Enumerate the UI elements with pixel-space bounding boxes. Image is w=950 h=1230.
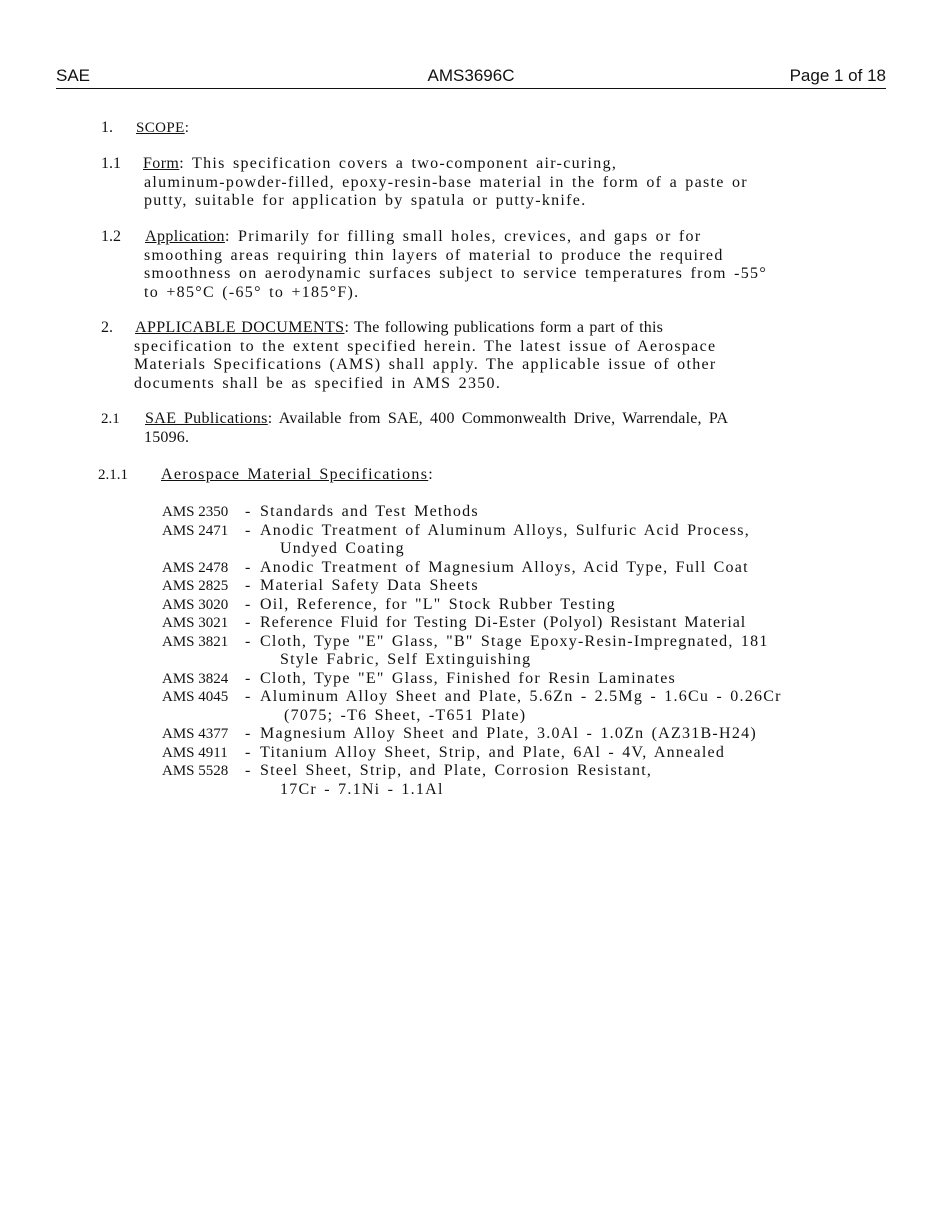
spec-code: AMS 3020 [162, 596, 229, 613]
spec-code: AMS 4377 [162, 726, 229, 742]
section-title: Form [143, 155, 180, 172]
section-2-1-1 [0, 466, 900, 486]
list-item [162, 596, 882, 615]
section-title: Application [145, 228, 225, 245]
section-1 [0, 119, 900, 139]
section-title: APPLICABLE DOCUMENTS [135, 319, 345, 336]
paragraph-line: SAE Publications: Available from SAE, 400 Commonwealth Drive, Warrendale, PA [145, 410, 729, 427]
spec-title-continuation: 17Cr - 7.1Ni - 1.1Al [280, 780, 444, 798]
list-item [162, 633, 882, 670]
section-number: 1.2 [101, 228, 121, 245]
section-number: 1. [101, 119, 113, 136]
spec-title: Titanium Alloy Sheet, Strip, and Plate, 6Al - 4V, Annealed [260, 743, 726, 761]
spec-title: Aluminum Alloy Sheet and Plate, 5.6Zn - 2.5Mg - 1.6Cu - 0.26Cr (7075; -T6 Sheet, -T651 Plate) [260, 688, 882, 725]
section-1-1 [0, 155, 900, 213]
spec-code: AMS 4911 [162, 744, 228, 761]
page-header [56, 66, 886, 89]
section-2 [0, 319, 900, 395]
section-number: 2.1.1 [98, 467, 128, 483]
spec-code: AMS 2478 [162, 559, 229, 576]
section-title: SCOPE [136, 120, 185, 136]
list-item [162, 762, 882, 799]
spec-title-continuation: Style Fabric, Self Extinguishing [280, 651, 532, 668]
spec-title-continuation: Undyed Coating [280, 540, 405, 557]
list-item [162, 503, 882, 522]
section-heading: Aerospace Material Specifications: [161, 466, 435, 483]
spec-title: Oil, Reference, for "L" Stock Rubber Testing [260, 595, 616, 613]
spec-code: AMS 3824 [162, 670, 229, 687]
spec-title: Standards and Test Methods [260, 503, 479, 520]
list-item [162, 725, 882, 744]
list-item [162, 577, 882, 596]
spec-dash: - [245, 558, 251, 576]
spec-dash: - [245, 503, 251, 520]
specification-list [162, 503, 882, 799]
spec-code: AMS 2350 [162, 504, 229, 520]
spec-dash: - [245, 632, 251, 650]
spec-title: Material Safety Data Sheets [260, 577, 479, 594]
paragraph-line: aluminum-powder-filled, epoxy-resin-base material in the form of a paste or [144, 174, 748, 191]
spec-title: Magnesium Alloy Sheet and Plate, 3.0Al - 1.0Zn (AZ31B-H24) [260, 725, 757, 742]
section-number: 2. [101, 319, 113, 336]
spec-dash: - [245, 688, 251, 705]
list-item [162, 522, 882, 559]
spec-title: Cloth, Type "E" Glass, Finished for Resin Laminates [260, 669, 677, 687]
spec-dash: - [245, 595, 251, 613]
spec-title: Anodic Treatment of Aluminum Alloys, Sulfuric Acid Process, Undyed Coating [260, 522, 882, 559]
spec-dash: - [245, 521, 251, 539]
paragraph-line: smoothness on aerodynamic surfaces subject to service temperatures from -55° [144, 265, 768, 282]
paragraph-line: putty, suitable for application by spatula or putty-knife. [144, 192, 587, 209]
section-1-2 [0, 228, 900, 304]
spec-dash: - [245, 614, 251, 631]
header-page-number: Page 1 of 18 [789, 66, 886, 85]
spec-dash: - [245, 725, 251, 742]
list-item [162, 744, 882, 763]
spec-dash: - [245, 743, 251, 761]
spec-code: AMS 2825 [162, 578, 229, 594]
list-item [162, 559, 882, 578]
list-item [162, 614, 882, 633]
header-document-number: AMS3696C [427, 66, 515, 85]
section-number: 1.1 [101, 155, 121, 172]
paragraph-line: Form: This specification covers a two-component air-curing, [143, 155, 618, 172]
list-item [162, 670, 882, 689]
paragraph-line: to +85°C (-65° to +185°F). [144, 284, 360, 301]
spec-dash: - [245, 762, 251, 779]
spec-code: AMS 3821 [162, 633, 229, 650]
spec-dash: - [245, 577, 251, 594]
spec-code: AMS 2471 [162, 522, 229, 539]
section-heading: SCOPE: [136, 120, 190, 136]
paragraph-line: 15096. [144, 429, 190, 446]
paragraph-line: Materials Specifications (AMS) shall apply. The applicable issue of other [134, 356, 717, 373]
paragraph-line: APPLICABLE DOCUMENTS: The following publications form a part of this [135, 319, 664, 336]
spec-title: Anodic Treatment of Magnesium Alloys, Acid Type, Full Coat [260, 558, 749, 576]
spec-code: AMS 5528 [162, 763, 229, 779]
section-2-1 [0, 410, 900, 450]
list-item [162, 688, 882, 725]
spec-title: Steel Sheet, Strip, and Plate, Corrosion Resistant, 17Cr - 7.1Ni - 1.1Al [260, 762, 882, 799]
spec-title-continuation: (7075; -T6 Sheet, -T651 Plate) [284, 706, 527, 724]
spec-code: AMS 3021 [162, 615, 229, 631]
section-title: SAE Publications [145, 410, 268, 427]
paragraph-line: smoothing areas requiring thin layers of material to produce the required [144, 247, 724, 264]
section-title: Aerospace Material Specifications [161, 466, 429, 483]
spec-title: Cloth, Type "E" Glass, "B" Stage Epoxy-Resin-Impregnated, 181 Style Fabric, Self Extinguishing [260, 633, 882, 670]
header-organization: SAE [56, 66, 91, 85]
spec-title: Reference Fluid for Testing Di-Ester (Polyol) Resistant Material [260, 614, 747, 631]
paragraph-line: Application: Primarily for filling small holes, crevices, and gaps or for [145, 228, 702, 245]
section-number: 2.1 [101, 411, 120, 427]
spec-code: AMS 4045 [162, 689, 229, 705]
paragraph-line: documents shall be as specified in AMS 2350. [134, 375, 502, 392]
paragraph-line: specification to the extent specified herein. The latest issue of Aerospace [134, 338, 717, 355]
spec-dash: - [245, 669, 251, 687]
